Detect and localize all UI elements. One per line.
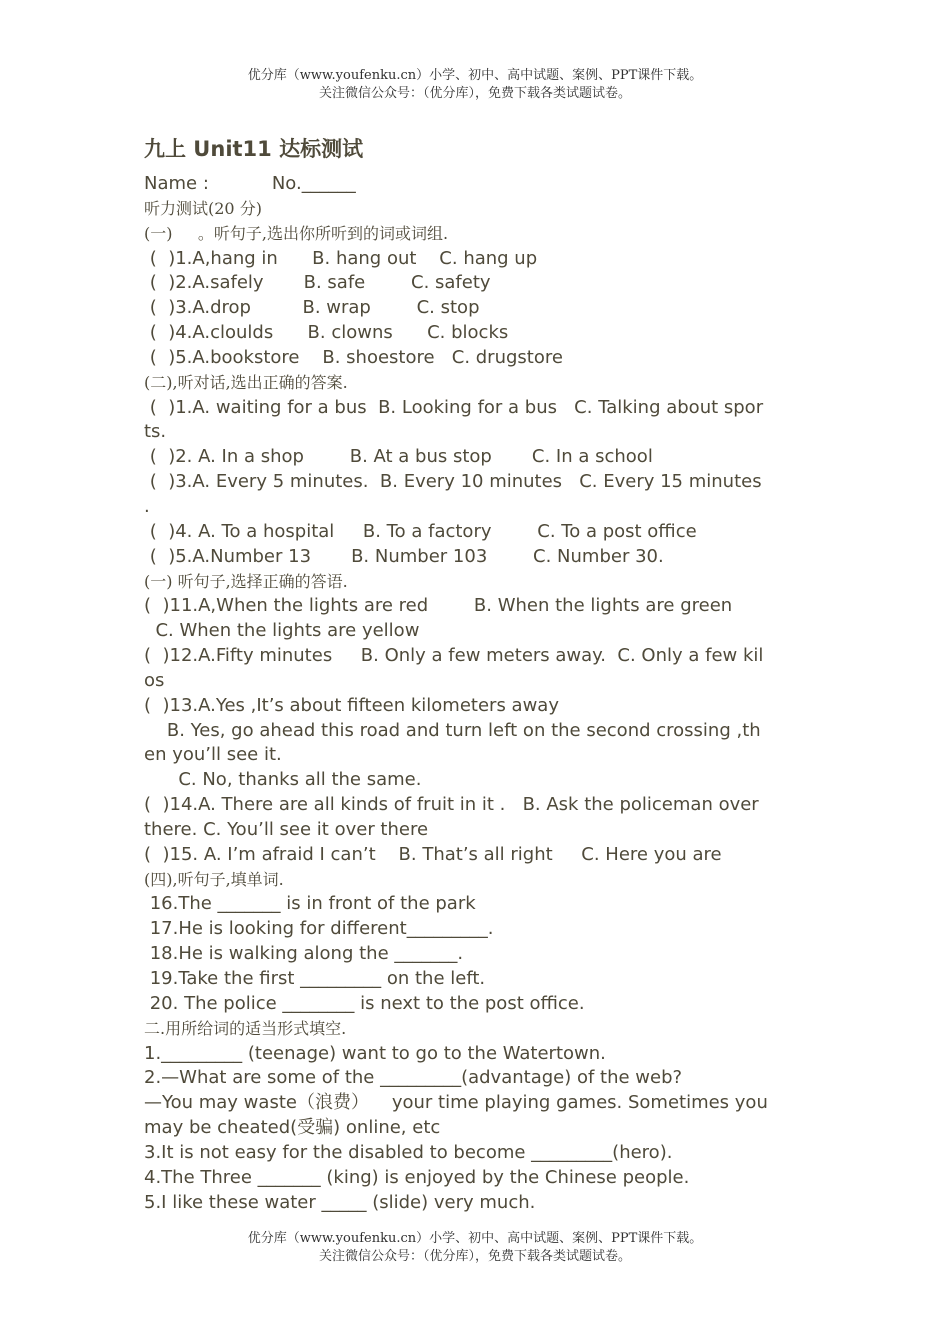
section-heading: 听力测试(20 分) (144, 198, 262, 218)
text-line: ( )13.A.Yes ,It’s about fifteen kilometers away (144, 694, 559, 716)
page-header (0, 67, 950, 103)
text-line: 18.He is walking along the _______. (144, 943, 464, 965)
text-line: 4.The Three _______ (king) is enjoyed by the Chinese people. (144, 1166, 690, 1188)
footer-line-2: 关注微信公众号：（优分库），免费下载各类试题试卷。 (318, 1249, 631, 1264)
text-line: ( )11.A,When the lights are red B. When the lights are green (144, 595, 733, 617)
section-heading: 二.用所给词的适当形式填空. (144, 1018, 347, 1038)
question-lines (144, 172, 809, 1215)
text-line: ( )5.A.Number 13 B. Number 103 C. Number 30. (144, 545, 664, 567)
text-line: may be cheated(受骗) online, etc (144, 1117, 441, 1139)
text-line: 17.He is looking for different_________. (144, 918, 494, 940)
header-line-2: 关注微信公众号：（优分库），免费下载各类试题试卷。 (318, 86, 631, 101)
text-line: C. No, thanks all the same. (144, 769, 422, 791)
text-line: 1._________ (teenage) want to go to the Watertown. (144, 1042, 606, 1064)
document-body (144, 134, 809, 1215)
text-line: ( )5.A.bookstore B. shoestore C. drugstore (144, 346, 563, 368)
text-line: Name : No.______ (144, 173, 356, 194)
section-heading: (一) 听句子,选择正确的答语. (144, 571, 348, 591)
text-line: 2.—What are some of the _________(advantage) of the web? (144, 1067, 683, 1089)
text-line: ( )15. A. I’m afraid I can’t B. That’s all right C. Here you are (144, 843, 722, 865)
text-line: ts. (144, 421, 167, 443)
text-line: C. When the lights are yellow (144, 620, 420, 642)
text-line: ( )2.A.safely B. safe C. safety (144, 272, 491, 294)
text-line: ( )12.A.Fifty minutes B. Only a few meters away. C. Only a few kil (144, 645, 764, 667)
section-heading: (一) 。听句子,选出你所听到的词或词组. (144, 223, 449, 243)
text-line: ( )3.A.drop B. wrap C. stop (144, 297, 480, 319)
text-line: ( )4.A.cloulds B. clowns C. blocks (144, 322, 509, 344)
text-line: ( )1.A,hang in B. hang out C. hang up (144, 247, 538, 269)
text-line: os (144, 669, 165, 691)
text-line: 5.I like these water _____ (slide) very much. (144, 1191, 536, 1213)
text-line: ( )14.A. There are all kinds of fruit in it . B. Ask the policeman over (144, 794, 759, 816)
header-line-1: 优分库（www.youfenku.cn）小学、初中、高中试题、案例、PPT课件下载。 (247, 68, 703, 83)
text-line: 16.The _______ is in front of the park (144, 893, 476, 915)
document-title: 九上 Unit11 达标测试 (144, 137, 364, 161)
text-line: 19.Take the first _________ on the left. (144, 968, 486, 989)
section-heading: (二),听对话,选出正确的答案. (144, 372, 348, 392)
text-line: —You may waste（浪费） your time playing games. Sometimes you (144, 1092, 768, 1114)
text-line: ( )4. A. To a hospital B. To a factory C. To a post office (144, 520, 697, 542)
text-line: B. Yes, go ahead this road and turn left on the second crossing ,th (144, 719, 761, 741)
text-line: . (144, 495, 150, 517)
section-heading: (四),听句子,填单词. (144, 869, 284, 889)
text-line: ( )1.A. waiting for a bus B. Looking for a bus C. Talking about spor (144, 396, 764, 418)
text-line: 3.It is not easy for the disabled to become _________(hero). (144, 1141, 673, 1163)
text-line: there. C. You’ll see it over there (144, 818, 429, 840)
text-line: ( )2. A. In a shop B. At a bus stop C. In a school (144, 446, 653, 468)
page-footer (0, 1230, 950, 1266)
text-line: en you’ll see it. (144, 744, 282, 766)
text-line: ( )3.A. Every 5 minutes. B. Every 10 minutes C. Every 15 minutes (144, 471, 762, 493)
text-line: 20. The police ________ is next to the post office. (144, 992, 585, 1014)
footer-line-1: 优分库（www.youfenku.cn）小学、初中、高中试题、案例、PPT课件下载。 (247, 1231, 703, 1246)
